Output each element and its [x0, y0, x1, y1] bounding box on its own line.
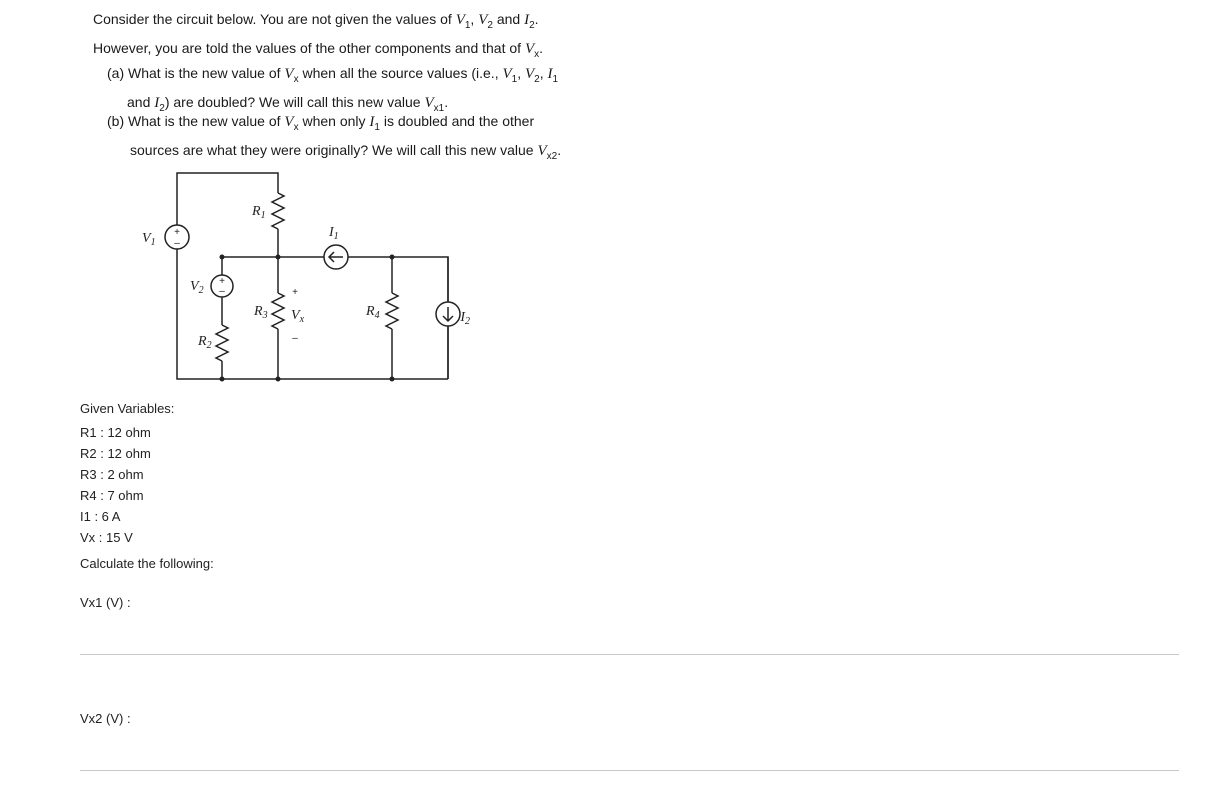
problem-intro: [93, 8, 543, 66]
sep: .: [539, 39, 543, 56]
var-i1-sub: 1: [374, 121, 380, 133]
junction-dot: [220, 255, 225, 260]
vx-plus: +: [292, 287, 298, 298]
intro-text: Consider the circuit below. You are not given the values of: [93, 11, 456, 27]
var-vx2-sub: x2: [546, 150, 558, 162]
resistor-r1: [272, 193, 284, 229]
resistor-r4: [386, 293, 398, 329]
qb-text: sources are what they were originally? We will call this new value: [130, 141, 538, 158]
var-vx: V: [284, 114, 294, 130]
qa-text: (a) What is the new value of: [107, 65, 285, 81]
var-vx: V: [284, 66, 294, 82]
var-vx: V: [424, 94, 434, 111]
answer-input-vx2[interactable]: [80, 729, 1183, 771]
sep: ,: [539, 65, 548, 81]
var-i2-sub: 2: [159, 102, 165, 114]
resistor-r3: [272, 293, 284, 329]
var-i2-sub: 2: [529, 19, 535, 31]
var-v2: V: [478, 12, 488, 28]
var-v2-sub: 2: [534, 73, 540, 85]
given-item: R4 : 7 ohm: [80, 488, 144, 503]
resistor-r2: [216, 325, 228, 361]
answer-label-vx1: Vx1 (V) :: [80, 595, 131, 610]
var-vx-sub: x: [293, 73, 299, 85]
label-r2: $R_2$: [198, 334, 212, 351]
circuit-diagram: [130, 165, 470, 390]
var-v2: V: [525, 66, 535, 82]
answer-underline-vx2: [80, 770, 1179, 771]
given-item: R1 : 12 ohm: [80, 425, 151, 440]
label-r3: $R_3$: [254, 304, 268, 321]
given-heading: Given Variables:: [80, 401, 175, 416]
var-i1-sub: 1: [552, 73, 559, 85]
label-i1: $I_1$: [329, 225, 339, 242]
var-vx-sub: x: [534, 48, 540, 60]
label-i2: $I_2$: [460, 310, 470, 327]
var-v2-sub: 2: [487, 19, 493, 31]
vx-minus: –: [292, 333, 298, 344]
var-v1-sub: 1: [464, 19, 471, 31]
sep: and: [492, 11, 525, 27]
junction-dot: [276, 255, 281, 260]
sep: .: [534, 11, 539, 27]
wire-i1-right: [348, 257, 448, 379]
var-i1: I: [547, 66, 553, 82]
junction-dot: [276, 377, 281, 382]
var-v1-sub: 1: [511, 73, 518, 85]
v2-minus: –: [219, 286, 225, 297]
var-i2: I: [524, 12, 530, 28]
qb-text: is doubled and the other: [379, 113, 535, 129]
junction-dot: [390, 377, 395, 382]
label-r1: $R_1$: [252, 204, 266, 221]
var-vx-sub: x: [293, 121, 299, 133]
calculate-heading: Calculate the following:: [80, 556, 214, 571]
given-item: Vx : 15 V: [80, 530, 133, 545]
var-v1: V: [502, 66, 512, 82]
answer-label-vx2: Vx2 (V) :: [80, 711, 131, 726]
given-item: I1 : 6 A: [80, 509, 121, 524]
var-i1: I: [369, 114, 375, 130]
sep: ,: [470, 11, 479, 27]
label-vx: $V_x$: [291, 308, 305, 325]
label-v1: $V_1$: [142, 231, 156, 248]
label-v2: $V_2$: [190, 279, 204, 296]
given-item: R3 : 2 ohm: [80, 467, 144, 482]
qb-text: (b) What is the new value of: [107, 113, 285, 129]
var-vx: V: [537, 142, 547, 159]
v1-minus: –: [174, 238, 180, 249]
v2-plus: +: [219, 276, 225, 287]
junction-dot: [390, 255, 395, 260]
var-v1: V: [455, 12, 465, 28]
label-r4: $R_4$: [366, 304, 380, 321]
sep: .: [444, 93, 449, 110]
question-b: [107, 110, 561, 168]
intro-text-2: However, you are told the values of the other components and that of: [93, 39, 525, 56]
qa-text: when all the source values (i.e.,: [298, 65, 503, 81]
sep: ,: [517, 65, 525, 81]
given-item: R2 : 12 ohm: [80, 446, 151, 461]
var-vx: V: [524, 40, 535, 57]
v1-plus: +: [174, 227, 180, 238]
qa-text: ) are doubled? We will call this new value: [164, 93, 425, 110]
qa-text: and: [127, 93, 155, 110]
answer-input-vx1[interactable]: [80, 613, 1183, 655]
sep: .: [557, 141, 562, 158]
var-i2: I: [154, 94, 160, 111]
var-vx1-sub: x1: [433, 102, 445, 114]
qb-text: when only: [298, 113, 370, 129]
junction-dot: [220, 377, 225, 382]
answer-underline-vx1: [80, 654, 1179, 655]
